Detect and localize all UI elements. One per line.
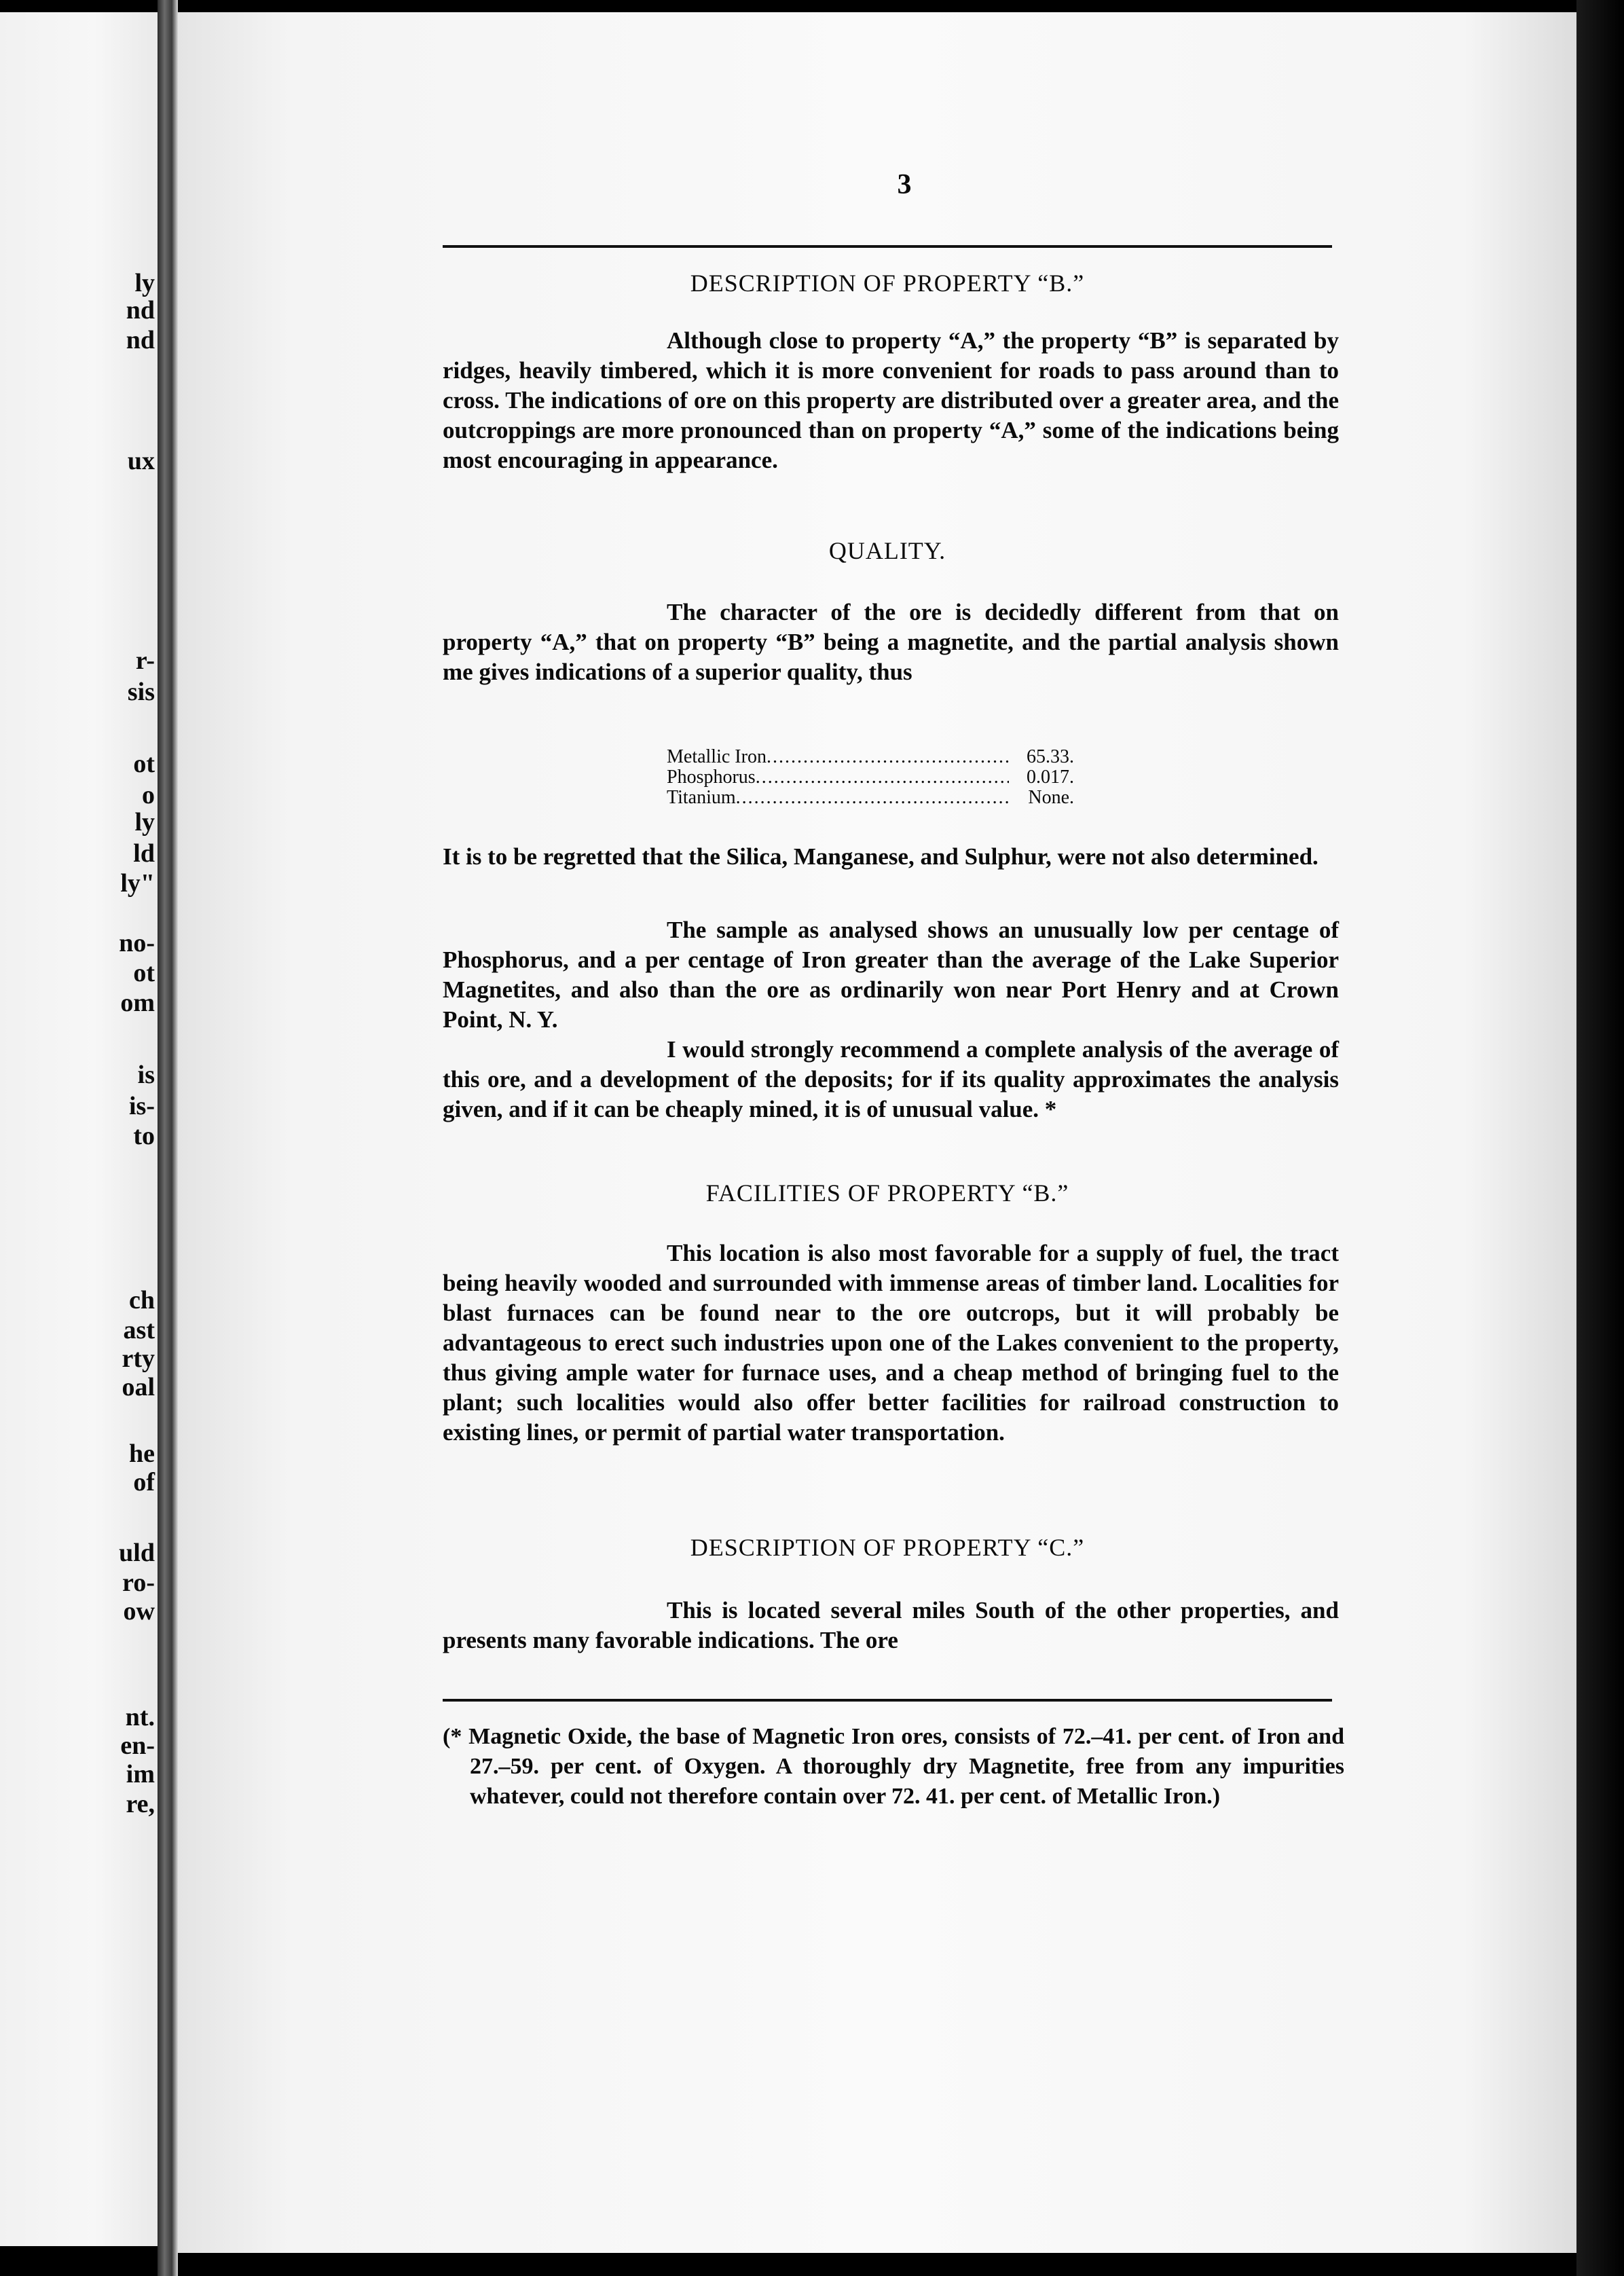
left-page-fragment: ot <box>133 959 155 987</box>
page-number: 3 <box>897 169 912 200</box>
left-facing-page <box>0 12 158 2246</box>
left-page-fragment: rty <box>122 1344 155 1373</box>
left-page-fragment: ro- <box>122 1568 155 1597</box>
left-page-fragment: no- <box>119 929 155 957</box>
footnote <box>435 1722 1344 1812</box>
left-page-fragment: ow <box>123 1597 155 1626</box>
heading-facilities-b: FACILITIES OF PROPERTY “B.” <box>705 1179 1069 1207</box>
left-page-fragment: oal <box>122 1373 155 1401</box>
paragraph-sample: The sample as analysed shows an unusually low per centage of Phosphorus, and a per centage of Iron greater than the average of the Lake Superior Magnetites, and also than the ore as ordinarily won near Port Henry and at Crown Point, N. Y. <box>443 917 1339 1033</box>
heading-quality: QUALITY. <box>828 537 946 564</box>
left-page-fragment: o <box>142 781 155 809</box>
left-page-fragment: ly <box>134 808 155 837</box>
footnote-text: (* Magnetic Oxide, the base of Magnetic Iron ores, consists of 72.–41. per cent. of Iron and 27.–59. per cent. of Oxygen. A thoroughly dry Magnetite, free from any impurities whatever, could not therefore contain over 72. 41. per cent. of Metallic Iron.) <box>443 1724 1344 1809</box>
left-page-fragment: ch <box>129 1286 155 1315</box>
paragraph-facilities: This location is also most favorable for a supply of fuel, the tract being heavily wooded and surrounded with immense areas of timber land. Localities for blast furnaces can be found near to the ore outcrops, but it will probably be advantageous to erect such industries upon one of the Lakes convenient to the property, thus giving ample water for furnace uses, and a cheap method of bringing fuel to the plant; such localities would also offer better facilities for railroad construction to existing lines, or permit of partial water transportation. <box>443 1240 1339 1446</box>
left-page-fragment: is- <box>129 1092 155 1120</box>
analysis-table <box>667 747 1074 808</box>
heading-description-c: DESCRIPTION OF PROPERTY “C.” <box>690 1534 1085 1561</box>
left-page-fragment: ast <box>123 1316 155 1344</box>
paragraph-description-c: This is located several miles South of the other properties, and presents many favorable indications. The ore <box>443 1597 1339 1653</box>
analysis-row: Metallic Iron ..... 65.33. <box>667 747 1074 767</box>
left-page-fragment: im <box>126 1760 155 1788</box>
left-page-fragment: sis <box>127 678 155 706</box>
header-rule <box>443 245 1332 248</box>
left-page-fragment: r- <box>135 646 155 675</box>
paragraph-recommend: I would strongly recommend a complete analysis of the average of this ore, and a development of the deposits; for if its quality approximates the analysis given, and if it can be cheaply mined, it is of unusual value. * <box>443 1036 1339 1122</box>
heading-description-b: DESCRIPTION OF PROPERTY “B.” <box>690 270 1085 297</box>
left-page-fragment: re, <box>126 1790 155 1818</box>
analysis-row: Phosphorus ..... 0.017. <box>667 767 1074 788</box>
left-page-fragment: om <box>120 989 155 1017</box>
book-spine <box>158 0 178 2276</box>
left-page-fragment: ly <box>134 269 155 297</box>
left-page-fragment: nd <box>126 296 155 325</box>
analysis-row: Titanium ..... None. <box>667 788 1074 808</box>
left-page-fragment: nt. <box>125 1703 155 1731</box>
left-page-fragment: ly" <box>120 869 155 898</box>
left-page-fragment: nd <box>126 326 155 354</box>
left-page-fragment: en- <box>120 1731 155 1760</box>
left-page-fragment: of <box>133 1468 155 1497</box>
left-page-fragment: is <box>137 1061 155 1089</box>
footnote-rule <box>443 1699 1332 1702</box>
left-page-fragment: uld <box>119 1539 155 1567</box>
paragraph-regret: It is to be regretted that the Silica, Manganese, and Sulphur, were not also determined. <box>443 843 1318 870</box>
left-page-fragment: ot <box>133 750 155 778</box>
paragraph-description-b: Although close to property “A,” the property “B” is separated by ridges, heavily timbered, which it is more convenient for roads to pass around than to cross. The indications of ore on this property are distributed over a greater area, and the outcroppings are more pronounced than on property “A,” some of the indications being most encouraging in appearance. <box>443 327 1339 473</box>
page-edge-shadow <box>1576 0 1624 2276</box>
paragraph-quality: The character of the ore is decidedly different from that on property “A,” that on property “B” being a magnetite, and the partial analysis shown me gives indications of a superior quality, thus <box>443 599 1339 685</box>
left-page-fragment: ld <box>133 839 155 868</box>
document-page <box>178 12 1576 2253</box>
left-page-fragment: to <box>133 1122 155 1150</box>
left-page-fragment: he <box>129 1439 155 1468</box>
left-page-fragment: ux <box>127 447 155 475</box>
